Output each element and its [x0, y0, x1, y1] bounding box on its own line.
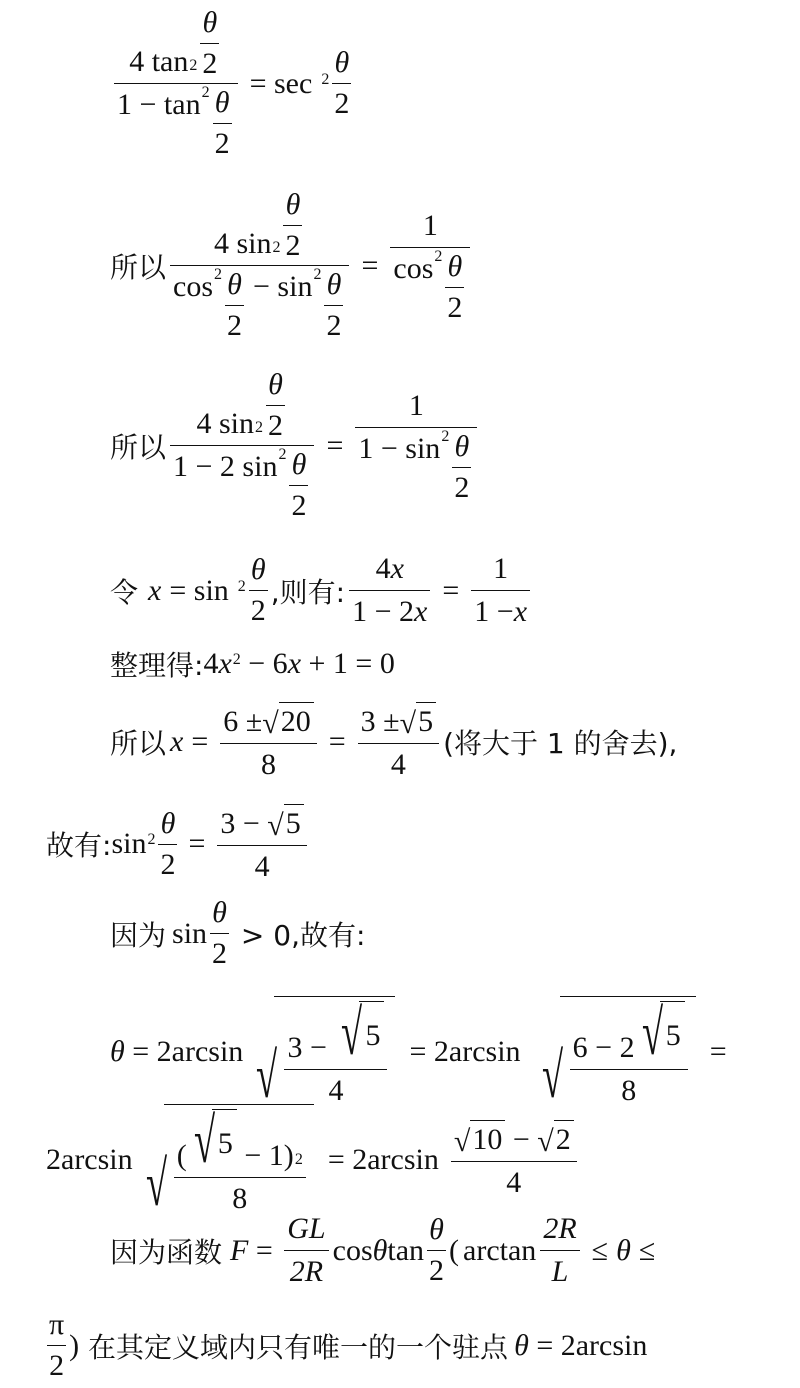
equals-sign: = — [248, 1233, 281, 1267]
square-root — [535, 996, 696, 1111]
exponent: 2 — [147, 831, 156, 848]
theta-half — [213, 88, 232, 159]
math-text: 4 sin — [196, 407, 254, 440]
theta: θ — [429, 1213, 444, 1246]
exponent: 2 — [321, 70, 330, 88]
theta-half — [324, 270, 343, 341]
square-root — [400, 702, 436, 739]
math-text: 6 − 2 — [572, 1031, 635, 1064]
exponent: 2 — [278, 446, 287, 463]
math-text: = 2arcsin — [528, 1328, 648, 1362]
square-root — [334, 997, 384, 1068]
math-text: cos — [173, 270, 214, 303]
math-text: = 2arcsin — [327, 1143, 439, 1176]
equals-sign: = — [709, 1035, 727, 1068]
square-root — [267, 804, 303, 841]
equation-line-4 — [110, 552, 534, 629]
denominator: 8 — [260, 748, 276, 781]
square-root — [187, 1105, 237, 1176]
math-text: cos — [393, 251, 434, 285]
denominator: 2 — [445, 287, 464, 323]
equation-line-11 — [110, 1212, 663, 1289]
radical-sign: √ — [541, 1040, 563, 1111]
denominator: 2 — [452, 467, 471, 503]
equation-line-1 — [110, 8, 354, 159]
math-text: 1 − — [474, 595, 514, 628]
fraction — [170, 370, 314, 521]
denominator: 2 — [158, 844, 177, 880]
math-text: = 2arcsin — [124, 1035, 244, 1068]
exponent: 2 — [214, 266, 223, 283]
math-text: 1 − sin — [358, 431, 441, 465]
math-text: − — [505, 1123, 538, 1156]
variable-x: x — [148, 573, 162, 607]
theta: θ — [227, 268, 242, 301]
math-text: arctan — [463, 1233, 537, 1267]
numerator: 1 — [408, 388, 424, 422]
theta: θ — [334, 46, 350, 79]
numerator: 1 — [493, 552, 509, 585]
theta: θ — [202, 6, 218, 39]
chinese-text: > 0,故有: — [232, 918, 366, 952]
radical-sign: √ — [193, 1105, 215, 1176]
chinese-text: 故有: — [46, 829, 112, 862]
exponent: 2 — [201, 84, 210, 101]
chinese-text: 令 — [110, 575, 139, 609]
denominator: 2 — [249, 590, 268, 626]
math-text: − sin — [253, 270, 313, 303]
variable-F: F — [230, 1233, 249, 1267]
square-root — [139, 1104, 314, 1219]
fraction — [349, 552, 430, 629]
denominator: 2 — [210, 933, 229, 969]
radicand: 2 — [554, 1120, 574, 1157]
radical-sign: √ — [641, 997, 663, 1068]
variable-x: x — [218, 647, 232, 680]
chinese-text: 所以 — [110, 430, 167, 464]
exponent: 2 — [434, 247, 443, 265]
square-root — [635, 997, 685, 1068]
theta-half — [249, 555, 268, 626]
math-text: = sin — [169, 573, 229, 607]
denominator: 2 — [427, 1250, 446, 1286]
fraction — [570, 997, 688, 1108]
chinese-text: ,则有: — [270, 575, 346, 609]
denominator: 2 — [200, 43, 219, 79]
fraction — [220, 702, 316, 782]
denominator: 2 — [324, 305, 343, 341]
math-text: 4 — [203, 647, 219, 680]
math-text: − 1) — [236, 1139, 294, 1172]
math-text: ) — [69, 1328, 80, 1362]
theta: θ — [160, 806, 176, 840]
theta-half — [332, 48, 351, 119]
math-text: tan — [387, 1233, 425, 1267]
fraction — [355, 389, 477, 503]
theta: θ — [616, 1233, 631, 1267]
fraction — [540, 1212, 579, 1289]
denominator: 4 — [328, 1074, 344, 1107]
denominator: 4 — [254, 850, 270, 883]
numerator: 1 — [422, 208, 438, 242]
fraction — [174, 1105, 306, 1216]
exponent: 2 — [313, 266, 322, 283]
math-text: 1 − 2 — [352, 595, 415, 628]
exponent: 2 — [294, 1151, 303, 1168]
math-text: + 1 = 0 — [301, 647, 395, 680]
denominator: 2 — [213, 123, 232, 159]
math-text: − 6 — [240, 647, 288, 680]
denominator: 2 — [289, 485, 308, 521]
math-text: = 2arcsin — [409, 1035, 521, 1068]
math-text: sin — [172, 916, 208, 950]
exponent: 2 — [189, 57, 198, 74]
equation-line-7 — [46, 804, 311, 884]
math-text: 1 − tan — [117, 88, 201, 121]
equals-sign: = — [326, 428, 344, 462]
theta: θ — [214, 86, 230, 119]
square-root — [537, 1120, 573, 1157]
theta-half — [289, 450, 308, 521]
chinese-text: 所以 — [110, 727, 167, 760]
equation-line-5 — [110, 644, 395, 684]
theta-half — [225, 270, 244, 341]
fraction — [471, 552, 530, 629]
equals-sign: = — [442, 573, 460, 607]
radical-sign: √ — [262, 707, 279, 740]
equation-line-3 — [110, 370, 481, 521]
denominator: 4 — [506, 1166, 522, 1199]
exponent: 2 — [254, 419, 263, 436]
denominator: 2 — [47, 1345, 66, 1381]
math-text: 4 tan — [129, 45, 189, 78]
denominator: 2 — [225, 305, 244, 341]
variable-x: x — [414, 595, 428, 628]
theta-half — [210, 898, 229, 969]
theta: θ — [212, 896, 227, 929]
radical-sign: √ — [537, 1125, 554, 1158]
theta: θ — [454, 429, 470, 463]
theta: θ — [285, 188, 301, 221]
math-text: 6 ± — [223, 705, 263, 738]
radicand: 10 — [470, 1120, 505, 1157]
variable-x: x — [287, 647, 302, 680]
math-text: = sec — [249, 66, 313, 100]
equation-line-10 — [46, 1104, 581, 1219]
theta: θ — [268, 368, 283, 401]
theta-half — [283, 190, 302, 261]
equals-sign: = — [361, 248, 379, 282]
square-root — [454, 1120, 505, 1157]
radicand: 5 — [660, 1001, 685, 1065]
theta: θ — [250, 553, 266, 586]
math-text: ( — [176, 1139, 187, 1172]
math-text: 3 − — [220, 807, 268, 840]
fraction — [358, 702, 439, 782]
theta-half — [427, 1215, 446, 1286]
theta: θ — [514, 1328, 529, 1362]
variable-x: x — [170, 725, 184, 758]
square-root — [249, 996, 395, 1111]
math-text: 4 sin — [213, 227, 272, 260]
numerator: 2R — [543, 1212, 577, 1245]
theta-half — [200, 8, 219, 79]
theta-half — [445, 249, 464, 324]
theta-half — [452, 429, 471, 504]
chinese-text: 整理得: — [110, 649, 204, 682]
exponent: 2 — [272, 239, 281, 256]
pi: π — [49, 1308, 65, 1341]
theta-half — [158, 806, 177, 881]
numerator: GL — [287, 1212, 326, 1245]
radical-sign: √ — [341, 997, 363, 1068]
exponent: 2 — [441, 427, 450, 445]
denominator: 8 — [621, 1074, 637, 1107]
denominator: 8 — [232, 1182, 248, 1215]
denominator: 2 — [266, 405, 285, 441]
equals-sign: = — [188, 827, 206, 860]
radicand: 5 — [416, 702, 436, 739]
equals-sign: = — [191, 725, 209, 758]
less-equal-sign: ≤ — [591, 1233, 609, 1267]
pi-half — [47, 1310, 66, 1381]
equals-sign: = — [328, 725, 346, 758]
fraction — [217, 804, 306, 884]
denominator: 2 — [283, 225, 302, 261]
radical-sign: √ — [453, 1125, 471, 1158]
exponent: 2 — [237, 577, 246, 595]
math-text: 3 − — [287, 1031, 335, 1064]
denominator: 2 — [332, 83, 351, 119]
chinese-text: 因为函数 — [110, 1235, 223, 1269]
fraction — [284, 997, 387, 1108]
equation-line-6 — [110, 702, 677, 782]
fraction — [390, 209, 470, 323]
math-text: ( — [449, 1233, 460, 1267]
radical-sign: √ — [399, 707, 417, 740]
variable-x: x — [513, 595, 528, 628]
math-text: 3 ± — [360, 705, 400, 738]
fraction — [170, 190, 349, 341]
radicand: 5 — [212, 1109, 237, 1173]
chinese-text: 在其定义域内只有唯一的一个驻点 — [79, 1330, 509, 1364]
chinese-text: 因为 — [110, 918, 167, 952]
radicand: 5 — [359, 1001, 384, 1065]
equation-line-12 — [44, 1310, 647, 1381]
theta-half — [266, 370, 285, 441]
math-text: cos — [332, 1233, 373, 1267]
theta: θ — [372, 1233, 388, 1267]
radicand: 20 — [279, 702, 314, 739]
less-equal-sign: ≤ — [638, 1233, 656, 1267]
fraction — [114, 8, 238, 159]
theta: θ — [110, 1035, 125, 1068]
variable-x: x — [390, 552, 404, 585]
denominator: L — [551, 1255, 569, 1288]
exponent: 2 — [232, 651, 241, 668]
equation-line-2 — [110, 190, 474, 341]
theta: θ — [447, 249, 463, 283]
math-text: 2arcsin — [46, 1143, 133, 1176]
radical-sign: √ — [145, 1148, 167, 1219]
fraction — [451, 1120, 577, 1200]
radicand: 5 — [284, 804, 304, 841]
square-root — [262, 702, 313, 739]
chinese-text: (将大于 1 的舍去), — [443, 727, 678, 760]
denominator: 2R — [289, 1255, 324, 1288]
theta: θ — [326, 268, 342, 301]
denominator: 4 — [390, 748, 406, 781]
equation-line-8 — [110, 898, 365, 969]
theta: θ — [291, 448, 307, 481]
radical-sign: √ — [256, 1040, 278, 1111]
math-text: 4 — [375, 552, 391, 585]
chinese-text: 所以 — [110, 250, 167, 284]
math-text: sin — [111, 827, 147, 860]
equation-line-9 — [110, 996, 735, 1111]
radical-sign: √ — [267, 809, 284, 842]
fraction — [284, 1212, 328, 1289]
math-text: 1 − 2 sin — [173, 450, 278, 483]
